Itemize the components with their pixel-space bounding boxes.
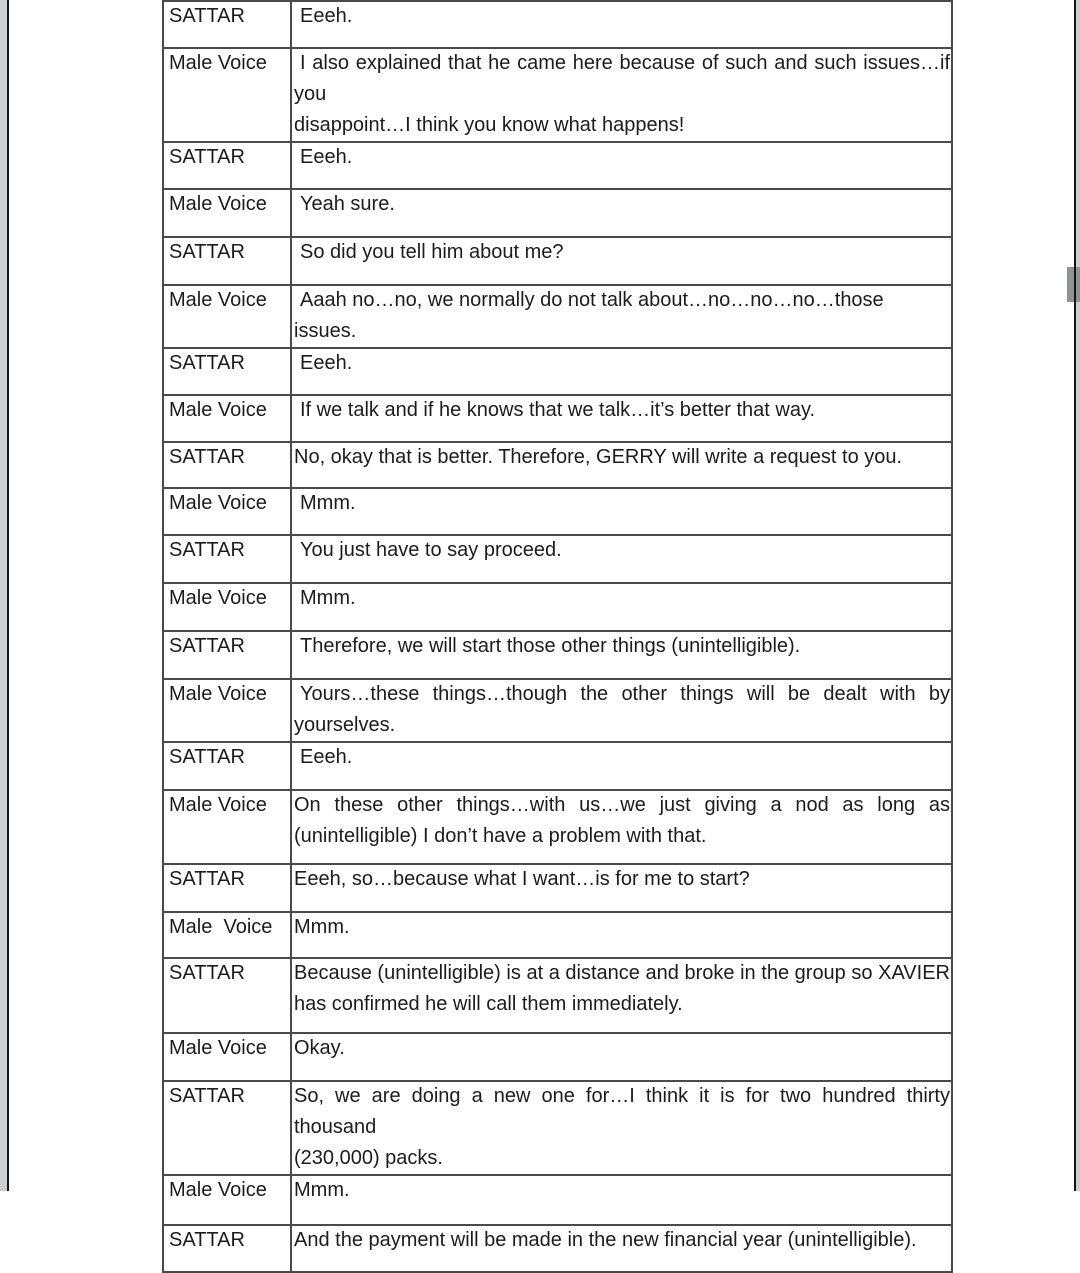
speaker-cell (163, 631, 291, 679)
speaker-cell (163, 742, 291, 790)
dialogue-line: Yours…these things…though the other things will be dealt with by (300, 683, 950, 705)
table-row (163, 142, 952, 189)
dialogue-line: Eeeh. (300, 146, 353, 168)
table-row (163, 583, 952, 631)
app-background-right (1076, 0, 1080, 1191)
speaker-cell (163, 790, 291, 864)
table-row (163, 442, 952, 488)
dialogue-line: Aaah no…no, we normally do not talk about…no…no…no…those issues. (294, 289, 884, 342)
dialogue-line: And the payment will be made in the new financial year (unintelligible). (294, 1229, 917, 1251)
speaker-cell (163, 48, 291, 142)
speaker-label: SATTAR (169, 868, 245, 890)
speaker-label: Male Voice (169, 587, 267, 609)
speaker-cell (163, 1175, 291, 1225)
speaker-label: Male Voice (169, 289, 267, 311)
dialogue-cell (291, 1225, 952, 1272)
dialogue-line: has confirmed he will call them immediately. (294, 993, 683, 1015)
speaker-label: SATTAR (169, 5, 245, 27)
table-row (163, 189, 952, 237)
dialogue-cell (291, 864, 952, 912)
dialogue-cell (291, 742, 952, 790)
speaker-label: SATTAR (169, 746, 245, 768)
dialogue-line: (unintelligible) I don’t have a problem with that. (294, 825, 707, 847)
dialogue-cell (291, 631, 952, 679)
dialogue-cell (291, 488, 952, 535)
speaker-cell (163, 679, 291, 742)
dialogue-cell (291, 285, 952, 348)
dialogue-cell (291, 1175, 952, 1225)
speaker-cell (163, 442, 291, 488)
speaker-label: SATTAR (169, 1229, 245, 1251)
dialogue-cell (291, 237, 952, 285)
speaker-cell (163, 583, 291, 631)
speaker-cell (163, 189, 291, 237)
speaker-cell (163, 535, 291, 583)
dialogue-cell (291, 912, 952, 958)
dialogue-cell (291, 348, 952, 395)
speaker-label: Male Voice (169, 1179, 267, 1201)
dialogue-cell (291, 142, 952, 189)
table-row (163, 864, 952, 912)
speaker-cell (163, 958, 291, 1033)
speaker-label: Male Voice (169, 52, 267, 74)
table-row (163, 912, 952, 958)
speaker-cell (163, 348, 291, 395)
dialogue-line: Mmm. (300, 492, 356, 514)
dialogue-line: Okay. (294, 1037, 345, 1059)
dialogue-line: So did you tell him about me? (300, 241, 564, 263)
transcript-table (162, 0, 953, 1273)
speaker-label: SATTAR (169, 446, 245, 468)
dialogue-cell (291, 442, 952, 488)
dialogue-line: So, we are doing a new one for…I think it is for two hundred thirty thousand (294, 1085, 950, 1138)
table-row (163, 535, 952, 583)
speaker-cell (163, 1033, 291, 1081)
dialogue-line: You just have to say proceed. (300, 539, 562, 561)
table-row (163, 679, 952, 742)
speaker-label: Male Voice (169, 794, 267, 816)
dialogue-line: Because (unintelligible) is at a distance and broke in the group so XAVIER (294, 962, 950, 984)
table-row (163, 1225, 952, 1272)
dialogue-cell (291, 1033, 952, 1081)
table-row (163, 1, 952, 48)
dialogue-line: Mmm. (294, 1179, 350, 1201)
dialogue-line: disappoint…I think you know what happens! (294, 114, 685, 136)
speaker-label: SATTAR (169, 1085, 245, 1107)
dialogue-line: I also explained that he came here because of such and such issues…if you (294, 52, 950, 105)
speaker-label: SATTAR (169, 241, 245, 263)
dialogue-cell (291, 1, 952, 48)
dialogue-line: No, okay that is better. Therefore, GERRY will write a request to you. (294, 446, 903, 468)
table-row (163, 48, 952, 142)
table-row (163, 285, 952, 348)
dialogue-cell (291, 679, 952, 742)
speaker-cell (163, 285, 291, 348)
table-row (163, 348, 952, 395)
table-row (163, 1033, 952, 1081)
dialogue-line: Mmm. (294, 916, 350, 938)
speaker-label: Male Voice (169, 492, 267, 514)
table-row (163, 395, 952, 442)
table-row (163, 1175, 952, 1225)
page-border-right (1074, 0, 1076, 1191)
table-row (163, 742, 952, 790)
speaker-cell (163, 912, 291, 958)
speaker-cell (163, 237, 291, 285)
table-row (163, 1081, 952, 1175)
dialogue-line: On these other things…with us…we just giving a nod as long as (294, 794, 950, 816)
page-border-left (7, 0, 9, 1191)
dialogue-line: yourselves. (294, 714, 396, 736)
dialogue-cell (291, 395, 952, 442)
dialogue-cell (291, 535, 952, 583)
dialogue-cell (291, 1081, 952, 1175)
dialogue-cell (291, 790, 952, 864)
speaker-label: SATTAR (169, 539, 245, 561)
dialogue-line: If we talk and if he knows that we talk…it’s better that way. (300, 399, 816, 421)
dialogue-line: Eeeh. (300, 746, 353, 768)
table-row (163, 958, 952, 1033)
table-row (163, 631, 952, 679)
dialogue-line: Mmm. (300, 587, 356, 609)
table-row (163, 790, 952, 864)
dialogue-line: Eeeh. (300, 352, 353, 374)
dialogue-line: Eeeh, so…because what I want…is for me to start? (294, 868, 750, 890)
speaker-label: SATTAR (169, 146, 245, 168)
speaker-label: Male Voice (169, 916, 273, 938)
dialogue-line: Yeah sure. (300, 193, 395, 215)
speaker-label: SATTAR (169, 635, 245, 657)
table-row (163, 488, 952, 535)
dialogue-line: Eeeh. (300, 5, 353, 27)
speaker-label: Male Voice (169, 193, 267, 215)
dialogue-line: (230,000) packs. (294, 1147, 443, 1169)
speaker-cell (163, 1225, 291, 1272)
dialogue-line: Therefore, we will start those other things (unintelligible). (300, 635, 801, 657)
speaker-cell (163, 1081, 291, 1175)
table-row (163, 237, 952, 285)
speaker-cell (163, 488, 291, 535)
dialogue-cell (291, 189, 952, 237)
speaker-cell (163, 395, 291, 442)
speaker-label: SATTAR (169, 962, 245, 984)
speaker-cell (163, 142, 291, 189)
speaker-cell (163, 864, 291, 912)
dialogue-cell (291, 958, 952, 1033)
speaker-label: Male Voice (169, 1037, 267, 1059)
app-background-left (0, 0, 7, 1191)
dialogue-cell (291, 48, 952, 142)
speaker-label: Male Voice (169, 399, 267, 421)
speaker-label: Male Voice (169, 683, 267, 705)
dialogue-cell (291, 583, 952, 631)
speaker-cell (163, 1, 291, 48)
speaker-label: SATTAR (169, 352, 245, 374)
